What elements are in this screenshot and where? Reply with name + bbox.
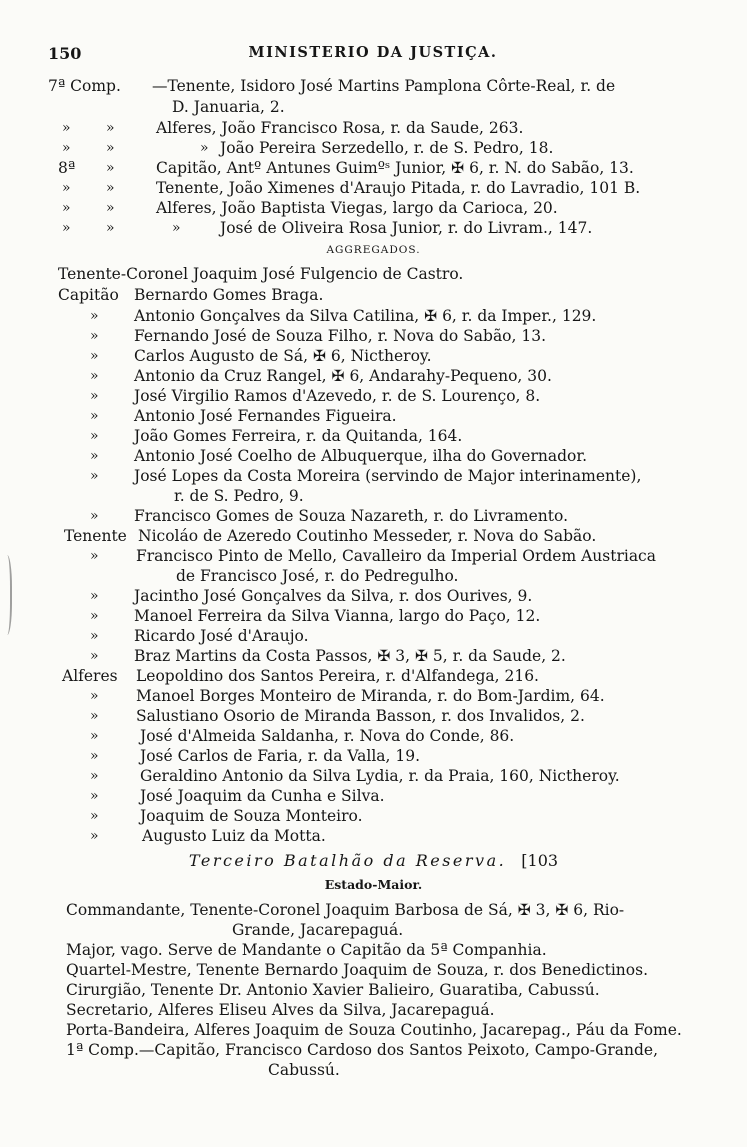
- entry-text: Alferes, João Francisco Rosa, r. da Saude, 263.: [156, 119, 524, 137]
- staff-heading: Estado-Maior.: [324, 877, 423, 892]
- list-item: Antonio Gonçalves da Silva Catilina, ✠ 6, r. da Imper., 129.: [134, 307, 597, 325]
- ditto-mark: »: [106, 180, 115, 196]
- ditto-mark: »: [172, 220, 181, 236]
- list-item-continuation: de Francisco José, r. do Pedregulho.: [176, 567, 459, 585]
- ditto-mark: »: [90, 728, 99, 744]
- page-number: 150: [48, 44, 82, 63]
- ditto-mark: »: [90, 708, 99, 724]
- list-item: Salustiano Osorio de Miranda Basson, r. dos Invalidos, 2.: [136, 707, 585, 725]
- list-item: Jacintho José Gonçalves da Silva, r. dos Ourives, 9.: [134, 587, 533, 605]
- rank-label: Alferes: [62, 667, 118, 685]
- rank-label: Tenente: [64, 527, 127, 545]
- list-item: Antonio José Coelho de Albuquerque, ilha do Governador.: [134, 447, 588, 465]
- list-item: Joaquim de Souza Monteiro.: [140, 807, 363, 825]
- list-item: Nicoláo de Azeredo Coutinho Messeder, r. Nova do Sabão.: [138, 527, 597, 545]
- aggregados-heading: AGGREGADOS.: [326, 244, 421, 256]
- list-item: Tenente-Coronel Joaquim José Fulgencio de Castro.: [58, 265, 464, 283]
- ditto-mark: »: [90, 748, 99, 764]
- list-item: José Carlos de Faria, r. da Valla, 19.: [140, 747, 421, 765]
- page-edge-mark: [0, 555, 12, 635]
- list-item-continuation: r. de S. Pedro, 9.: [174, 487, 304, 505]
- ditto-mark: »: [62, 140, 71, 156]
- staff-entry: Cirurgião, Tenente Dr. Antonio Xavier Balieiro, Guaratiba, Cabussú.: [66, 981, 600, 999]
- ditto-mark: »: [62, 200, 71, 216]
- section-title: [0, 850, 747, 872]
- staff-entry: Secretario, Alferes Eliseu Alves da Silva, Jacarepaguá.: [66, 1001, 495, 1019]
- rank-label: Capitão: [58, 286, 119, 304]
- list-item: Antonio José Fernandes Figueira.: [134, 407, 397, 425]
- entry-text: João Pereira Serzedello, r. de S. Pedro, 18.: [220, 139, 554, 157]
- ditto-mark: »: [90, 428, 99, 444]
- company-label: 7ª Comp.: [48, 77, 121, 95]
- staff-entry: Commandante, Tenente-Coronel Joaquim Barbosa de Sá, ✠ 3, ✠ 6, Rio-: [66, 901, 625, 919]
- ditto-mark: »: [90, 508, 99, 524]
- ditto-mark: »: [90, 828, 99, 844]
- section-ref: [103: [521, 851, 559, 870]
- list-item: Braz Martins da Costa Passos, ✠ 3, ✠ 5, r. da Saude, 2.: [134, 647, 566, 665]
- entry-text: Alferes, João Baptista Viegas, largo da Carioca, 20.: [156, 199, 558, 217]
- ditto-mark: »: [90, 648, 99, 664]
- list-item: José d'Almeida Saldanha, r. Nova do Conde, 86.: [140, 727, 515, 745]
- ditto-mark: »: [90, 628, 99, 644]
- staff-entry: Quartel-Mestre, Tenente Bernardo Joaquim de Souza, r. dos Benedictinos.: [66, 961, 649, 979]
- company-label: 8ª: [58, 159, 76, 177]
- list-item: Francisco Pinto de Mello, Cavalleiro da Imperial Ordem Austriaca: [136, 547, 656, 565]
- ditto-mark: »: [90, 388, 99, 404]
- ditto-mark: »: [90, 808, 99, 824]
- ditto-mark: »: [90, 468, 99, 484]
- entry-text: —Tenente, Isidoro José Martins Pamplona Côrte-Real, r. de: [152, 77, 616, 95]
- staff-entry-continuation: Grande, Jacarepaguá.: [232, 921, 404, 939]
- ditto-mark: »: [90, 788, 99, 804]
- ditto-mark: »: [106, 220, 115, 236]
- list-item: Fernando José de Souza Filho, r. Nova do Sabão, 13.: [134, 327, 547, 345]
- ditto-mark: »: [62, 120, 71, 136]
- list-item: José Virgilio Ramos d'Azevedo, r. de S. Lourenço, 8.: [134, 387, 541, 405]
- ditto-mark: »: [106, 160, 115, 176]
- list-item: Geraldino Antonio da Silva Lydia, r. da Praia, 160, Nictheroy.: [140, 767, 620, 785]
- ditto-mark: »: [90, 348, 99, 364]
- ditto-mark: »: [90, 368, 99, 384]
- ditto-mark: »: [90, 308, 99, 324]
- list-item: João Gomes Ferreira, r. da Quitanda, 164.: [134, 427, 463, 445]
- ditto-mark: »: [62, 180, 71, 196]
- entry-text: José de Oliveira Rosa Junior, r. do Livram., 147.: [220, 219, 593, 237]
- list-item: Leopoldino dos Santos Pereira, r. d'Alfandega, 216.: [136, 667, 539, 685]
- ditto-mark: »: [200, 140, 209, 156]
- list-item: Manoel Borges Monteiro de Miranda, r. do Bom-Jardim, 64.: [136, 687, 605, 705]
- staff-entry: Porta-Bandeira, Alferes Joaquim de Souza Coutinho, Jacarepag., Páu da Fome.: [66, 1021, 682, 1039]
- ditto-mark: »: [106, 200, 115, 216]
- ditto-mark: »: [90, 608, 99, 624]
- list-item: Bernardo Gomes Braga.: [134, 286, 324, 304]
- ditto-mark: »: [90, 588, 99, 604]
- entry-text: Capitão, Antº Antunes Guimºˢ Junior, ✠ 6, r. N. do Sabão, 13.: [156, 159, 634, 177]
- ditto-mark: »: [62, 220, 71, 236]
- ditto-mark: »: [90, 768, 99, 784]
- list-item: José Joaquim da Cunha e Silva.: [140, 787, 385, 805]
- ditto-mark: »: [90, 448, 99, 464]
- ditto-mark: »: [106, 120, 115, 136]
- list-item: José Lopes da Costa Moreira (servindo de Major interinamente),: [134, 467, 642, 485]
- list-item: Augusto Luiz da Motta.: [142, 827, 326, 845]
- ditto-mark: »: [90, 328, 99, 344]
- ditto-mark: »: [90, 548, 99, 564]
- entry-continuation: D. Januaria, 2.: [172, 98, 285, 116]
- ditto-mark: »: [106, 140, 115, 156]
- ditto-mark: »: [90, 408, 99, 424]
- list-item: Antonio da Cruz Rangel, ✠ 6, Andarahy-Pequeno, 30.: [134, 367, 552, 385]
- ditto-mark: »: [90, 688, 99, 704]
- staff-entry-continuation: Cabussú.: [268, 1061, 340, 1079]
- page-header: [48, 44, 698, 68]
- running-title: MINISTERIO DA JUSTIÇA.: [248, 44, 498, 61]
- list-item: Ricardo José d'Araujo.: [134, 627, 309, 645]
- list-item: Manoel Ferreira da Silva Vianna, largo do Paço, 12.: [134, 607, 541, 625]
- staff-entry: 1ª Comp.—Capitão, Francisco Cardoso dos Santos Peixoto, Campo-Grande,: [66, 1041, 659, 1059]
- list-item: Carlos Augusto de Sá, ✠ 6, Nictheroy.: [134, 347, 432, 365]
- list-item: Francisco Gomes de Souza Nazareth, r. do Livramento.: [134, 507, 568, 525]
- staff-entry: Major, vago. Serve de Mandante o Capitão da 5ª Companhia.: [66, 941, 547, 959]
- section-title-text: Terceiro Batalhão da Reserva.: [188, 851, 507, 870]
- entry-text: Tenente, João Ximenes d'Araujo Pitada, r. do Lavradio, 101 B.: [156, 179, 641, 197]
